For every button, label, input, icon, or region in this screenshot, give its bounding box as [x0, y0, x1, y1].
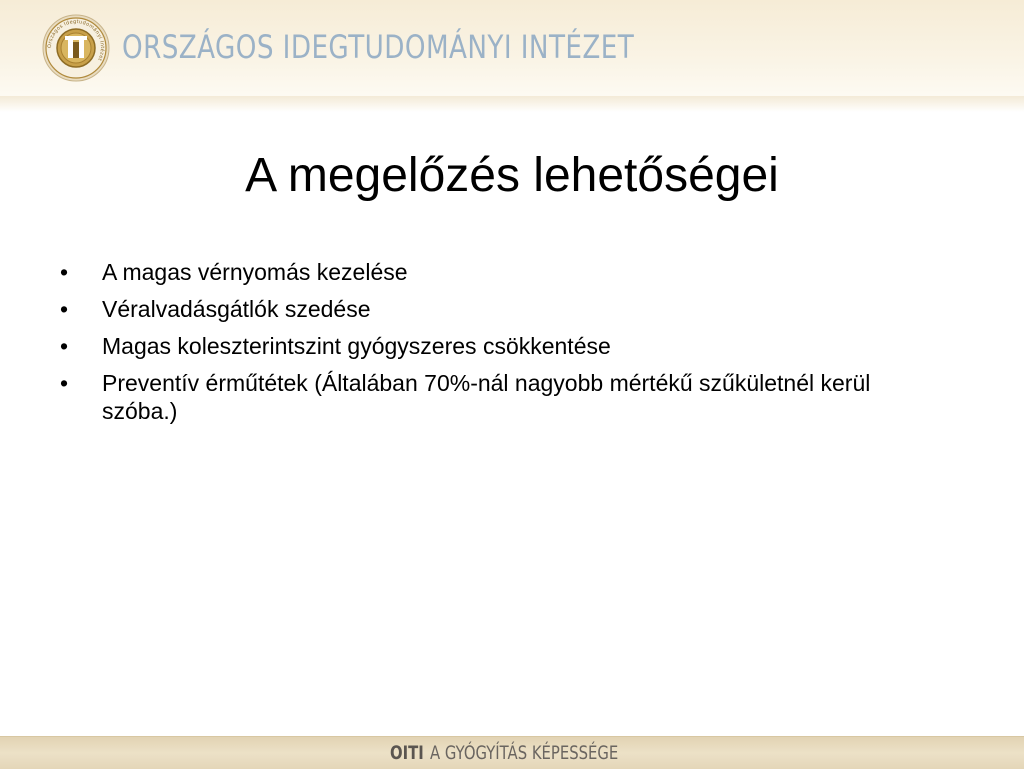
bullet-list	[60, 258, 920, 434]
slide-header	[0, 0, 1024, 112]
footer-text	[390, 742, 618, 764]
list-item-text: Véralvadásgátlók szedése	[102, 296, 371, 322]
bullet-glyph: •	[60, 333, 69, 359]
bullet-glyph: •	[60, 370, 69, 396]
header-shadow	[0, 96, 1024, 112]
institute-seal-icon	[42, 14, 110, 82]
list-item-text: A magas vérnyomás kezelése	[102, 259, 408, 285]
list-item	[60, 332, 920, 360]
list-item	[60, 258, 920, 286]
bullet-glyph: •	[60, 296, 69, 322]
slide-title: A megelőzés lehetőségei	[245, 149, 779, 202]
footer-tagline: A GYÓGYÍTÁS KÉPESSÉGE	[429, 742, 619, 764]
seal-ring-text: Országos Idegtudományi Intézet	[46, 18, 106, 62]
organization-name: ORSZÁGOS IDEGTUDOMÁNYI INTÉZET	[122, 28, 635, 66]
slide-footer	[0, 736, 1024, 769]
list-item	[60, 295, 920, 323]
list-item-text: Magas koleszterintszint gyógyszeres csökkentése	[102, 333, 611, 359]
list-item	[60, 369, 920, 425]
bullet-glyph: •	[60, 259, 69, 285]
footer-brand: OITI	[390, 742, 424, 764]
list-item-text: Preventív érműtétek (Általában 70%-nál nagyobb mértékű szűkületnél kerül szóba.)	[102, 370, 871, 424]
